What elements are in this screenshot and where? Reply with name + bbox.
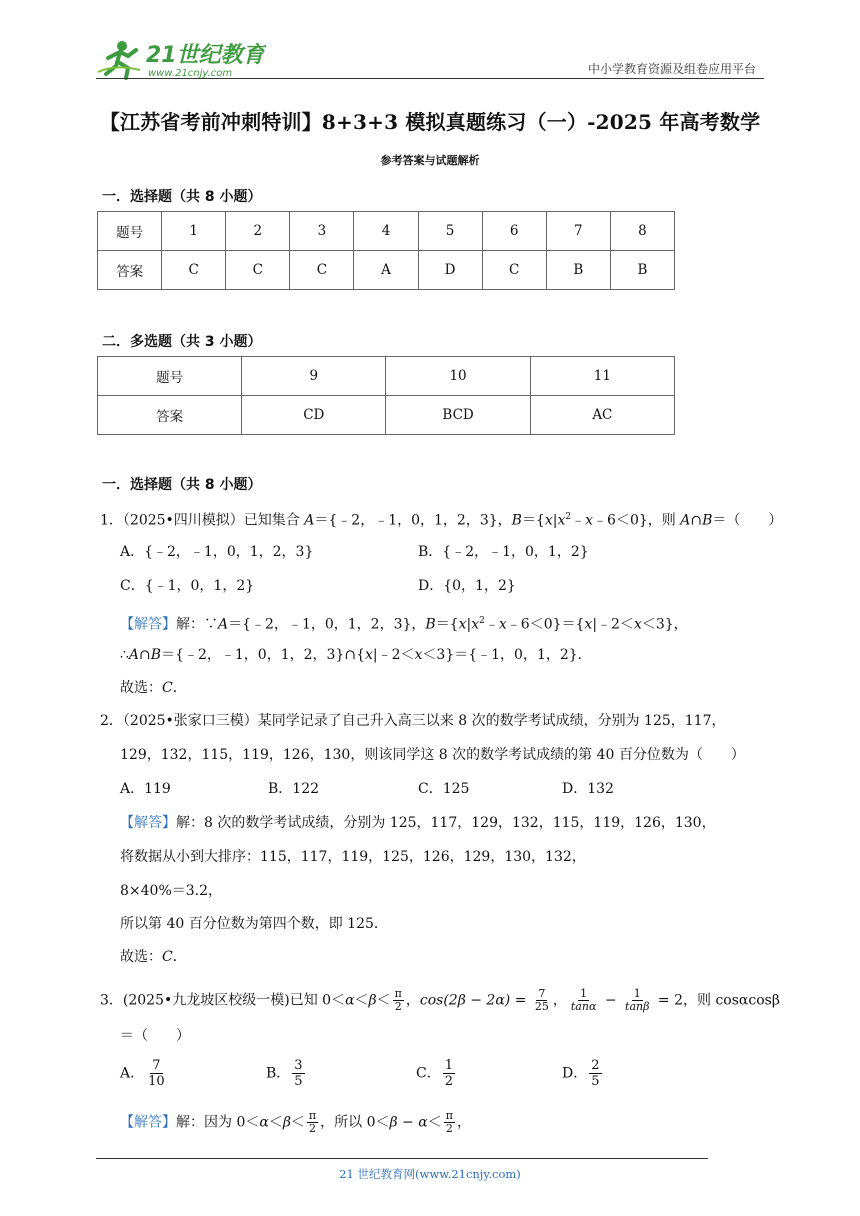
q-number: 1 bbox=[162, 212, 226, 251]
section2-heading: 二．多选题（共 3 小题） bbox=[102, 334, 262, 350]
page-subtitle: 参考答案与试题解析 bbox=[380, 154, 480, 167]
header-divider bbox=[96, 78, 764, 79]
q1-choose: 故选：C． bbox=[120, 680, 187, 696]
q-number: 2 bbox=[226, 212, 290, 251]
table-row bbox=[98, 396, 675, 435]
q-number: 3 bbox=[290, 212, 354, 251]
answer-tag: 【解答】 bbox=[120, 815, 176, 831]
footer-divider bbox=[96, 1158, 708, 1159]
logo-text: 21世纪教育 bbox=[146, 43, 265, 68]
choice-answer-table bbox=[97, 211, 675, 290]
q-answer: B bbox=[610, 251, 674, 290]
q-answer: BCD bbox=[386, 396, 530, 435]
page-title: 【江苏省考前冲刺特训】8+3+3 模拟真题练习（一）-2025 年高考数学 bbox=[99, 110, 761, 134]
answer-tag: 【解答】 bbox=[120, 616, 176, 633]
section1-heading: 一．选择题（共 8 小题） bbox=[102, 189, 262, 205]
section3-heading: 一．选择题（共 8 小题） bbox=[102, 477, 262, 493]
q3-option-c: C． $\frac{1}{2}$ bbox=[416, 1058, 453, 1089]
q3-stem-line2: ＝（ ） bbox=[120, 1028, 190, 1044]
q2-solution-line3: 8×40%＝3.2， bbox=[120, 883, 223, 899]
q2-option-c: C．125 bbox=[418, 781, 470, 797]
q2-choose: 故选：C． bbox=[120, 949, 187, 965]
q-answer: CD bbox=[242, 396, 386, 435]
multi-answer-table bbox=[97, 356, 675, 435]
row-label: 题号 bbox=[98, 357, 242, 396]
q3-stem-line1: 3．(2025•九龙坡区校级一模)已知 0＜α＜β＜ $\frac{\pi}{2}$ ，cos(2β − 2α) = $\frac{7}{25}$ ， $\frac{1}{\tan\alpha}$ − $\frac{1}{\tan\beta}$ = 2，则 cosαcosβ bbox=[100, 987, 780, 1013]
q-number: 9 bbox=[242, 357, 386, 396]
site-logo bbox=[96, 36, 266, 80]
q2-option-b: B．122 bbox=[268, 781, 320, 797]
q-answer: C bbox=[162, 251, 226, 290]
q1-option-a: A．{﹣2，﹣1，0，1，2，3} bbox=[120, 544, 314, 560]
q2-stem-line2: 129，132，115，119，126，130，则该同学这 8 次的数学考试成绩的第 40 百分位数为（ ） bbox=[120, 747, 745, 763]
q3-solution-line1: 【解答】解：因为 0＜α＜β＜ $\frac{\pi}{2}$ ，所以 0＜β − α＜ $\frac{\pi}{2}$ ， bbox=[120, 1109, 471, 1135]
q3-option-a: A． $\frac{7}{10}$ bbox=[120, 1058, 165, 1089]
platform-name: 中小学教育资源及组卷应用平台 bbox=[587, 62, 756, 76]
q-number: 5 bbox=[418, 212, 482, 251]
q-answer: C bbox=[290, 251, 354, 290]
q2-option-d: D．132 bbox=[562, 781, 614, 797]
q1-stem: 1．（2025•四川模拟）已知集合 A＝{﹣2，﹣1，0，1，2，3}，$B=\{x|x^2﹣x﹣6<0\}$，则 A∩B＝（ ） bbox=[100, 512, 783, 529]
q1-solution-line1: 【解答】解：∵A＝{﹣2，﹣1，0，1，2，3}，$B=\{x|x^2﹣x﹣6<0\}=\{x|﹣2<x<3\}$， bbox=[120, 616, 688, 633]
table-row bbox=[98, 357, 675, 396]
q2-solution-line2: 将数据从小到大排序：115，117，119，125，126，129，130，132， bbox=[120, 849, 586, 865]
q2-solution-line1: 【解答】解：8 次的数学考试成绩，分别为 125，117，129，132，115，119，126，130， bbox=[120, 815, 716, 831]
q3-option-b: B． $\frac{3}{5}$ bbox=[266, 1058, 303, 1089]
row-label: 答案 bbox=[98, 251, 162, 290]
q-number: 7 bbox=[546, 212, 610, 251]
q-number: 10 bbox=[386, 357, 530, 396]
q-number: 6 bbox=[482, 212, 546, 251]
table-row bbox=[98, 212, 675, 251]
answer-tag: 【解答】 bbox=[120, 1114, 176, 1131]
table-row bbox=[98, 251, 675, 290]
runner-icon bbox=[98, 41, 140, 78]
q-answer: D bbox=[418, 251, 482, 290]
q-answer: B bbox=[546, 251, 610, 290]
q-answer: C bbox=[226, 251, 290, 290]
q-number: 11 bbox=[530, 357, 674, 396]
q2-stem-line1: 2．（2025•张家口三模）某同学记录了自己升入高三以来 8 次的数学考试成绩，分别为 125，117， bbox=[100, 713, 726, 729]
footer-link[interactable]: 21 世纪教育网(www.21cnjy.com) bbox=[339, 1167, 521, 1181]
q-answer: A bbox=[354, 251, 418, 290]
q-answer: C bbox=[482, 251, 546, 290]
q-number: 4 bbox=[354, 212, 418, 251]
row-label: 题号 bbox=[98, 212, 162, 251]
q2-solution-line4: 所以第 40 百分位数为第四个数，即 125． bbox=[120, 916, 388, 932]
row-label: 答案 bbox=[98, 396, 242, 435]
q3-option-d: D． $\frac{2}{5}$ bbox=[562, 1058, 600, 1089]
q1-option-b: B．{﹣2，﹣1，0，1，2} bbox=[418, 544, 589, 560]
q1-option-c: C．{﹣1，0，1，2} bbox=[120, 578, 255, 594]
q-answer: AC bbox=[530, 396, 674, 435]
logo-url: www.21cnjy.com bbox=[148, 68, 233, 79]
q1-option-d: D．{0，1，2} bbox=[418, 578, 516, 594]
q1-solution-line2: ∴A∩B＝{﹣2，﹣1，0，1，2，3}∩{x|﹣2＜x＜3}＝{﹣1，0，1，2}． bbox=[120, 647, 592, 663]
q-number: 8 bbox=[610, 212, 674, 251]
q2-option-a: A．119 bbox=[120, 781, 171, 797]
